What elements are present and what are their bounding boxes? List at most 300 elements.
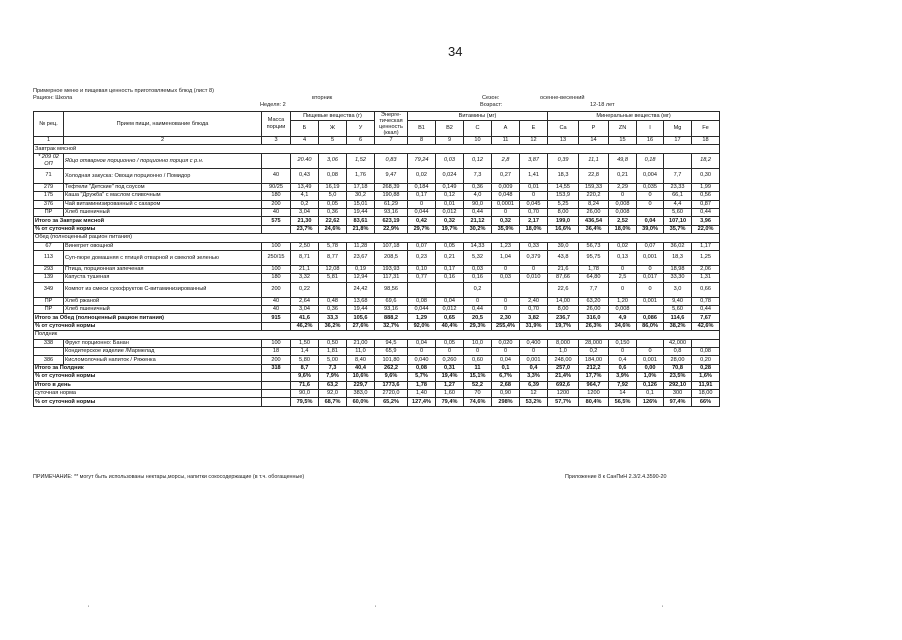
dish-name: Яйцо отварное порционно / порционно порция с р.н. bbox=[64, 153, 262, 168]
column-number: 4 bbox=[291, 137, 319, 145]
value-cell: 3,3% bbox=[520, 373, 548, 381]
value-cell: 0,2 bbox=[579, 348, 609, 356]
value-cell: 0 bbox=[520, 348, 548, 356]
value-cell: 0,70 bbox=[520, 306, 548, 314]
value-cell: 5,32 bbox=[464, 250, 492, 265]
value-cell: 2,8 bbox=[492, 153, 520, 168]
value-cell: 1,50 bbox=[291, 339, 319, 347]
value-cell: 0,12 bbox=[436, 192, 464, 200]
page-number: 34 bbox=[448, 44, 463, 59]
value-cell: 2,68 bbox=[492, 381, 520, 389]
column-number: 14 bbox=[579, 137, 609, 145]
value-cell: 46,2% bbox=[291, 322, 319, 330]
value-cell: 52,2 bbox=[464, 381, 492, 389]
column-number: 16 bbox=[637, 137, 664, 145]
value-cell: 0,78 bbox=[692, 297, 720, 305]
value-cell: 268,39 bbox=[375, 183, 408, 191]
value-cell: 92,0% bbox=[408, 322, 436, 330]
recipe-number: ПР bbox=[34, 297, 64, 305]
value-cell: 69,6 bbox=[375, 297, 408, 305]
value-cell: 117,31 bbox=[375, 274, 408, 282]
value-cell: 79,5% bbox=[291, 398, 319, 406]
value-cell: 229,7 bbox=[347, 381, 375, 389]
scan-mark: ' bbox=[662, 606, 664, 612]
value-cell: 21,12 bbox=[464, 217, 492, 225]
value-cell: 0 bbox=[492, 306, 520, 314]
value-cell: 0,02 bbox=[408, 168, 436, 183]
value-cell: 105,6 bbox=[347, 314, 375, 322]
season-label: Сезон: bbox=[482, 95, 500, 101]
value-cell: 0,001 bbox=[520, 356, 548, 364]
value-cell: 18,3 bbox=[548, 168, 579, 183]
value-cell: 93,16 bbox=[375, 208, 408, 216]
dish-name: Тефтели "Детские" под соусом bbox=[64, 183, 262, 191]
value-cell: 0,012 bbox=[436, 208, 464, 216]
value-cell: 26,00 bbox=[579, 306, 609, 314]
value-cell: 0,05 bbox=[436, 242, 464, 250]
value-cell: 5,78 bbox=[319, 242, 347, 250]
value-cell: 28,00 bbox=[664, 356, 692, 364]
value-cell: 383,0 bbox=[347, 389, 375, 397]
value-cell: 1200 bbox=[548, 389, 579, 397]
value-cell: 300 bbox=[664, 389, 692, 397]
value-cell: 22,8 bbox=[579, 168, 609, 183]
value-cell: 127,4% bbox=[408, 398, 436, 406]
value-cell bbox=[408, 282, 436, 297]
value-cell: 11,0 bbox=[347, 348, 375, 356]
value-cell: 2,30 bbox=[492, 314, 520, 322]
value-cell: 0,01 bbox=[520, 183, 548, 191]
portion-weight bbox=[262, 389, 291, 397]
value-cell: 3,87 bbox=[520, 153, 548, 168]
value-cell: 1,29 bbox=[408, 314, 436, 322]
summary-label: % от суточной нормы bbox=[34, 398, 262, 406]
col-i: I bbox=[637, 121, 664, 137]
value-cell bbox=[520, 282, 548, 297]
value-cell: 0,20 bbox=[692, 356, 720, 364]
value-cell: 0,020 bbox=[492, 339, 520, 347]
portion-weight: 100 bbox=[262, 339, 291, 347]
summary-row bbox=[34, 364, 720, 372]
value-cell: 0,01 bbox=[436, 200, 464, 208]
portion-weight: 40 bbox=[262, 297, 291, 305]
value-cell: 0,65 bbox=[436, 314, 464, 322]
value-cell: 36,4% bbox=[579, 225, 609, 233]
value-cell: 0,1 bbox=[637, 389, 664, 397]
value-cell: 0,05 bbox=[319, 200, 347, 208]
recipe-number: 279 bbox=[34, 183, 64, 191]
portion-weight: 18 bbox=[262, 348, 291, 356]
value-cell: 8,7 bbox=[291, 364, 319, 372]
value-cell: 0,03 bbox=[492, 274, 520, 282]
column-number: 10 bbox=[464, 137, 492, 145]
portion-weight bbox=[262, 373, 291, 381]
value-cell: 1200 bbox=[579, 389, 609, 397]
value-cell: 2,50 bbox=[291, 242, 319, 250]
dish-name: Суп-пюре домашняя с птицей отварной и свеклой зеленью bbox=[64, 250, 262, 265]
dish-row bbox=[34, 200, 720, 208]
section-row bbox=[34, 145, 720, 153]
value-cell: 5,80 bbox=[291, 356, 319, 364]
value-cell: 0,31 bbox=[436, 364, 464, 372]
value-cell: 42,000 bbox=[664, 339, 692, 347]
dish-row bbox=[34, 208, 720, 216]
portion-weight bbox=[262, 225, 291, 233]
value-cell: 63,20 bbox=[579, 297, 609, 305]
value-cell: 0,008 bbox=[609, 208, 637, 216]
value-cell: 3,04 bbox=[291, 208, 319, 216]
value-cell: 11,28 bbox=[347, 242, 375, 250]
value-cell: 1,0 bbox=[548, 348, 579, 356]
value-cell: 0 bbox=[492, 297, 520, 305]
value-cell: 70,8 bbox=[664, 364, 692, 372]
value-cell: 3,82 bbox=[520, 314, 548, 322]
value-cell: 4,9 bbox=[609, 314, 637, 322]
value-cell: 0,4 bbox=[609, 356, 637, 364]
col-p: P bbox=[579, 121, 609, 137]
value-cell: 19,7% bbox=[548, 322, 579, 330]
value-cell bbox=[664, 153, 692, 168]
value-cell: 107,18 bbox=[375, 242, 408, 250]
value-cell: 0,04 bbox=[408, 339, 436, 347]
value-cell: 1,41 bbox=[520, 168, 548, 183]
value-cell: 1,20 bbox=[609, 297, 637, 305]
value-cell: 1,17 bbox=[692, 242, 720, 250]
value-cell: 7,3 bbox=[319, 364, 347, 372]
value-cell: 7,92 bbox=[609, 381, 637, 389]
summary-label: % от суточной нормы bbox=[34, 322, 262, 330]
appendix-reference: Приложение 8 к СанПиН 2.3/2.4.3590-20 bbox=[565, 474, 667, 480]
value-cell: 74,6% bbox=[464, 398, 492, 406]
value-cell: 0 bbox=[609, 265, 637, 273]
column-number: 15 bbox=[609, 137, 637, 145]
value-cell: 0,2 bbox=[464, 282, 492, 297]
value-cell: 0,044 bbox=[408, 208, 436, 216]
summary-label: % от суточной нормы bbox=[34, 373, 262, 381]
value-cell: 0,18 bbox=[637, 153, 664, 168]
value-cell: 0,04 bbox=[492, 356, 520, 364]
portion-weight: 200 bbox=[262, 356, 291, 364]
dish-row bbox=[34, 242, 720, 250]
value-cell: 7,7 bbox=[579, 282, 609, 297]
value-cell: 0,048 bbox=[492, 192, 520, 200]
value-cell: 1,27 bbox=[436, 381, 464, 389]
value-cell: 2,29 bbox=[609, 183, 637, 191]
value-cell: 0,43 bbox=[291, 168, 319, 183]
value-cell: 21,8% bbox=[347, 225, 375, 233]
dish-row bbox=[34, 306, 720, 314]
value-cell: 90,0 bbox=[291, 389, 319, 397]
value-cell: 12,08 bbox=[319, 265, 347, 273]
column-number: 7 bbox=[375, 137, 408, 145]
value-cell: 66% bbox=[692, 398, 720, 406]
value-cell: 2,64 bbox=[291, 297, 319, 305]
value-cell: 41,6 bbox=[291, 314, 319, 322]
value-cell bbox=[436, 282, 464, 297]
value-cell: 0,04 bbox=[436, 297, 464, 305]
value-cell: 114,6 bbox=[664, 314, 692, 322]
value-cell: 3,96 bbox=[692, 217, 720, 225]
value-cell: 18,0% bbox=[609, 225, 637, 233]
value-cell: 0,28 bbox=[692, 364, 720, 372]
dish-name: Холодная закуска: Овощи порционно / Помидор bbox=[64, 168, 262, 183]
value-cell: 255,4% bbox=[492, 322, 520, 330]
portion-weight: 200 bbox=[262, 282, 291, 297]
value-cell: 0,001 bbox=[637, 356, 664, 364]
value-cell: 0,32 bbox=[436, 217, 464, 225]
col-fe: Fe bbox=[692, 121, 720, 137]
value-cell: 5,7% bbox=[408, 373, 436, 381]
value-cell: 22,0% bbox=[692, 225, 720, 233]
column-numbers-row bbox=[34, 137, 720, 145]
summary-row bbox=[34, 322, 720, 330]
column-number: 11 bbox=[492, 137, 520, 145]
portion-weight: 180 bbox=[262, 192, 291, 200]
summary-label: Итого за Завтрак мясной bbox=[34, 217, 262, 225]
value-cell: 0 bbox=[609, 348, 637, 356]
value-cell: 0,03 bbox=[464, 265, 492, 273]
value-cell: 14,00 bbox=[548, 297, 579, 305]
value-cell: 3,32 bbox=[291, 274, 319, 282]
value-cell: 1,6% bbox=[692, 373, 720, 381]
value-cell: 0,010 bbox=[520, 274, 548, 282]
value-cell: 5,60 bbox=[664, 208, 692, 216]
value-cell: 0,008 bbox=[609, 306, 637, 314]
value-cell: 0 bbox=[609, 282, 637, 297]
value-cell: 0,02 bbox=[609, 242, 637, 250]
value-cell: 0,48 bbox=[319, 297, 347, 305]
value-cell: 18,3 bbox=[664, 250, 692, 265]
value-cell: 0,44 bbox=[464, 306, 492, 314]
dish-row bbox=[34, 356, 720, 364]
value-cell: 19,7% bbox=[436, 225, 464, 233]
value-cell: 15,1% bbox=[464, 373, 492, 381]
value-cell: 1,23 bbox=[492, 242, 520, 250]
value-cell: 0,90 bbox=[492, 389, 520, 397]
value-cell: 0,39 bbox=[548, 153, 579, 168]
value-cell: 19,44 bbox=[347, 208, 375, 216]
portion-weight bbox=[262, 398, 291, 406]
value-cell: 888,2 bbox=[375, 314, 408, 322]
value-cell: 0,44 bbox=[464, 208, 492, 216]
value-cell: 193,93 bbox=[375, 265, 408, 273]
value-cell: 92,0 bbox=[319, 389, 347, 397]
value-cell: 0,42 bbox=[408, 217, 436, 225]
value-cell: 1,99 bbox=[692, 183, 720, 191]
value-cell: 3,04 bbox=[291, 306, 319, 314]
dish-name: Компот из смеси сухофруктов С-витаминизированный bbox=[64, 282, 262, 297]
value-cell: 70 bbox=[464, 389, 492, 397]
value-cell: 436,54 bbox=[579, 217, 609, 225]
value-cell: 39,0 bbox=[548, 242, 579, 250]
value-cell: 6,7% bbox=[492, 373, 520, 381]
col-portion-weight: Масса порции bbox=[262, 112, 291, 137]
value-cell: 0,260 bbox=[436, 356, 464, 364]
value-cell: 22,6 bbox=[548, 282, 579, 297]
value-cell: 11,1 bbox=[579, 153, 609, 168]
value-cell: 0,126 bbox=[637, 381, 664, 389]
value-cell: 0,36 bbox=[319, 208, 347, 216]
value-cell: 12 bbox=[520, 389, 548, 397]
value-cell: 8,000 bbox=[548, 339, 579, 347]
value-cell: 20,5 bbox=[464, 314, 492, 322]
value-cell: 107,10 bbox=[664, 217, 692, 225]
value-cell: 220,2 bbox=[579, 192, 609, 200]
value-cell: 5,60 bbox=[664, 306, 692, 314]
value-cell: 18,00 bbox=[692, 389, 720, 397]
value-cell: 0,149 bbox=[436, 183, 464, 191]
value-cell: 13,68 bbox=[347, 297, 375, 305]
value-cell: 13,49 bbox=[291, 183, 319, 191]
value-cell: 18,98 bbox=[664, 265, 692, 273]
menu-table bbox=[33, 111, 720, 407]
value-cell bbox=[492, 282, 520, 297]
col-protein: Б bbox=[291, 121, 319, 137]
value-cell: 61,29 bbox=[375, 200, 408, 208]
value-cell: 26,00 bbox=[579, 208, 609, 216]
value-cell: 0,17 bbox=[436, 265, 464, 273]
col-fat: Ж bbox=[319, 121, 347, 137]
recipe-number: 113 bbox=[34, 250, 64, 265]
value-cell: 1,40 bbox=[408, 389, 436, 397]
col-nutrients-group: Пищевые вещества (г) bbox=[291, 112, 375, 121]
recipe-number: 338 bbox=[34, 339, 64, 347]
value-cell: 8,00 bbox=[548, 306, 579, 314]
dish-row bbox=[34, 339, 720, 347]
value-cell: 83,61 bbox=[347, 217, 375, 225]
value-cell: 0 bbox=[637, 348, 664, 356]
value-cell: 0,08 bbox=[319, 168, 347, 183]
value-cell: 7,7 bbox=[664, 168, 692, 183]
value-cell: 0,44 bbox=[692, 208, 720, 216]
value-cell: 18,2 bbox=[692, 153, 720, 168]
recipe-number: ПР bbox=[34, 208, 64, 216]
recipe-number: 349 bbox=[34, 282, 64, 297]
value-cell: 14,33 bbox=[464, 242, 492, 250]
recipe-number: 386 bbox=[34, 356, 64, 364]
value-cell: 1773,6 bbox=[375, 381, 408, 389]
value-cell: 21,00 bbox=[347, 339, 375, 347]
portion-weight: 100 bbox=[262, 242, 291, 250]
value-cell: 30,2 bbox=[347, 192, 375, 200]
value-cell: 0 bbox=[637, 282, 664, 297]
col-recipe-no: № рец. bbox=[34, 112, 64, 137]
recipe-number: 67 bbox=[34, 242, 64, 250]
portion-weight: 318 bbox=[262, 364, 291, 372]
value-cell: 0 bbox=[520, 192, 548, 200]
dish-row bbox=[34, 265, 720, 273]
value-cell: 0,024 bbox=[436, 168, 464, 183]
value-cell: 35,7% bbox=[664, 225, 692, 233]
value-cell: 0,32 bbox=[492, 217, 520, 225]
value-cell: 87,66 bbox=[548, 274, 579, 282]
summary-label: Итого за Полдник bbox=[34, 364, 262, 372]
portion-weight: 40 bbox=[262, 168, 291, 183]
section-row bbox=[34, 331, 720, 339]
section-title: Завтрак мясной bbox=[34, 145, 720, 153]
value-cell: 0,6 bbox=[609, 364, 637, 372]
value-cell: 29,7% bbox=[408, 225, 436, 233]
dish-row bbox=[34, 153, 720, 168]
value-cell: 190,88 bbox=[375, 192, 408, 200]
column-number: 9 bbox=[436, 137, 464, 145]
value-cell: 0,60 bbox=[464, 356, 492, 364]
value-cell: 0 bbox=[492, 208, 520, 216]
value-cell: 2720,0 bbox=[375, 389, 408, 397]
value-cell: 0,03 bbox=[436, 153, 464, 168]
dish-name: Винегрет овощной bbox=[64, 242, 262, 250]
value-cell: 3,06 bbox=[319, 153, 347, 168]
value-cell: 31,9% bbox=[520, 322, 548, 330]
value-cell: 101,80 bbox=[375, 356, 408, 364]
value-cell: 23,7% bbox=[291, 225, 319, 233]
value-cell: 93,16 bbox=[375, 306, 408, 314]
col-zn: ZN bbox=[609, 121, 637, 137]
value-cell: 97,4% bbox=[664, 398, 692, 406]
value-cell: 65,9 bbox=[375, 348, 408, 356]
col-b1: B1 bbox=[408, 121, 436, 137]
dish-name: Кисломолочный напиток / Ряженка bbox=[64, 356, 262, 364]
value-cell: 0,16 bbox=[436, 274, 464, 282]
recipe-number: 175 bbox=[34, 192, 64, 200]
column-number: 17 bbox=[664, 137, 692, 145]
value-cell: 0,27 bbox=[492, 168, 520, 183]
value-cell: 0 bbox=[464, 348, 492, 356]
value-cell: 0 bbox=[637, 200, 664, 208]
value-cell: 0,045 bbox=[520, 200, 548, 208]
value-cell: 0,04 bbox=[637, 217, 664, 225]
value-cell: 0,008 bbox=[609, 200, 637, 208]
value-cell: 0 bbox=[436, 348, 464, 356]
value-cell: 0,17 bbox=[408, 192, 436, 200]
value-cell: 0,086 bbox=[637, 314, 664, 322]
col-minerals-group: Минеральные вещества (мг) bbox=[548, 112, 720, 121]
value-cell: 2,5 bbox=[609, 274, 637, 282]
value-cell: 39,0% bbox=[637, 225, 664, 233]
value-cell: 23,5% bbox=[664, 373, 692, 381]
value-cell: 0,379 bbox=[520, 250, 548, 265]
value-cell: 20.40 bbox=[291, 153, 319, 168]
value-cell: 262,2 bbox=[375, 364, 408, 372]
value-cell: 126% bbox=[637, 398, 664, 406]
value-cell: 36,02 bbox=[664, 242, 692, 250]
value-cell: 0,001 bbox=[637, 297, 664, 305]
value-cell: 0 bbox=[520, 265, 548, 273]
portion-weight: 250/15 bbox=[262, 250, 291, 265]
col-b2: B2 bbox=[436, 121, 464, 137]
column-number: 1 bbox=[34, 137, 64, 145]
column-number: 6 bbox=[347, 137, 375, 145]
portion-weight: 180 bbox=[262, 274, 291, 282]
column-number: 3 bbox=[262, 137, 291, 145]
portion-weight: 90/25 bbox=[262, 183, 291, 191]
value-cell: 32,7% bbox=[375, 322, 408, 330]
value-cell: 0,400 bbox=[520, 339, 548, 347]
value-cell: 0,8 bbox=[664, 348, 692, 356]
value-cell: 0,13 bbox=[609, 250, 637, 265]
value-cell: 0,33 bbox=[520, 242, 548, 250]
dish-name: Птица, порционная запеченая bbox=[64, 265, 262, 273]
value-cell: 2,40 bbox=[520, 297, 548, 305]
col-c: C bbox=[464, 121, 492, 137]
value-cell: 0,22 bbox=[291, 282, 319, 297]
value-cell: 66,1 bbox=[664, 192, 692, 200]
value-cell: 11 bbox=[464, 364, 492, 372]
value-cell: 17,18 bbox=[347, 183, 375, 191]
value-cell: 23,33 bbox=[664, 183, 692, 191]
dish-row bbox=[34, 250, 720, 265]
value-cell: 212,2 bbox=[579, 364, 609, 372]
